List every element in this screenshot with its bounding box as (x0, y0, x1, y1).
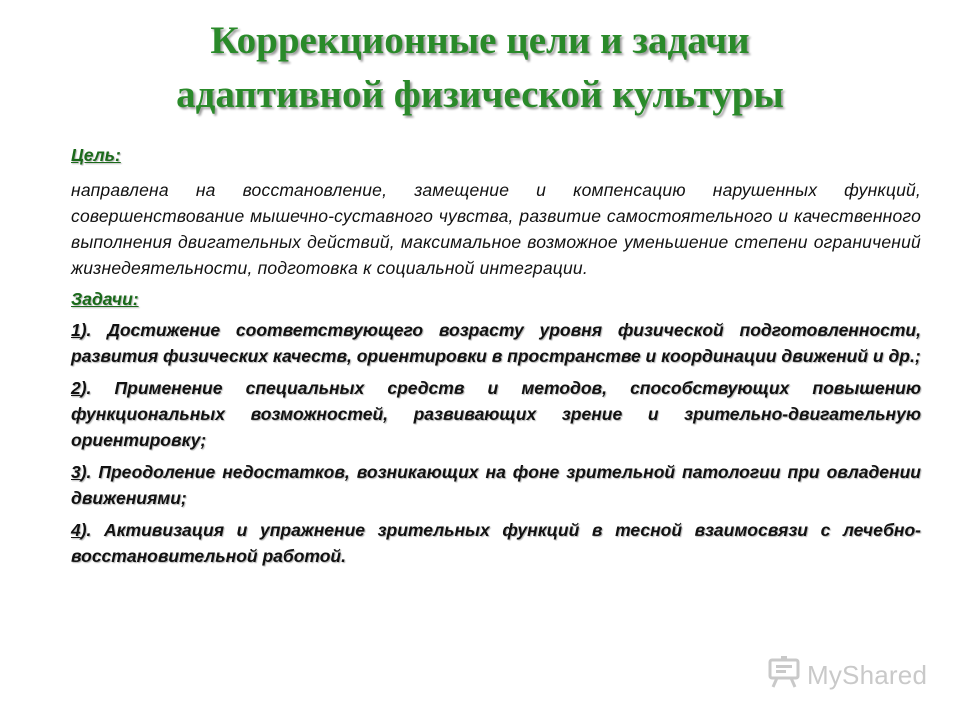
task-number: 4 (71, 520, 81, 540)
goal-text: направлена на восстановление, замещение и компенсацию нарушенных функций, совершенствование мышечно-суставного чувства, развитие самостоятельного и качественного выполнения двигательных действий, максимальное возможное уменьшение степени ограничений жизнедеятельности, подготовка к социальной интеграции. (71, 180, 921, 278)
slide-title (0, 14, 960, 122)
slide-content (71, 143, 921, 569)
presentation-board-icon (767, 656, 801, 695)
watermark (767, 656, 927, 695)
title-line-1: Коррекционные цели и задачи (210, 19, 750, 62)
task-number: 3 (71, 462, 81, 482)
task-item-4 (71, 517, 921, 569)
goal-label: Цель: (71, 145, 121, 165)
watermark-text: MyShared (807, 660, 928, 690)
task-item-1 (71, 317, 921, 369)
task-item-3 (71, 459, 921, 511)
task-number: 2 (71, 378, 81, 398)
task-item-2 (71, 375, 921, 453)
task-text: ). Активизация и упражнение зрительных функций в тесной взаимосвязи с лечебно-восстановительной работой. (71, 520, 921, 566)
tasks-label: Задачи: (71, 289, 139, 309)
title-line-2: адаптивной физической культуры (176, 73, 784, 116)
task-text: ). Преодоление недостатков, возникающих на фоне зрительной патологии при овладении движениями; (71, 462, 921, 508)
task-text: ). Достижение соответствующего возрасту уровня физической подготовленности, развития физических качеств, ориентировки в пространстве и координации движений и др.; (71, 320, 921, 366)
task-number: 1 (71, 320, 81, 340)
task-text: ). Применение специальных средств и методов, способствующих повышению функциональных возможностей, развивающих зрение и зрительно-двигательную ориентировку; (71, 378, 921, 450)
